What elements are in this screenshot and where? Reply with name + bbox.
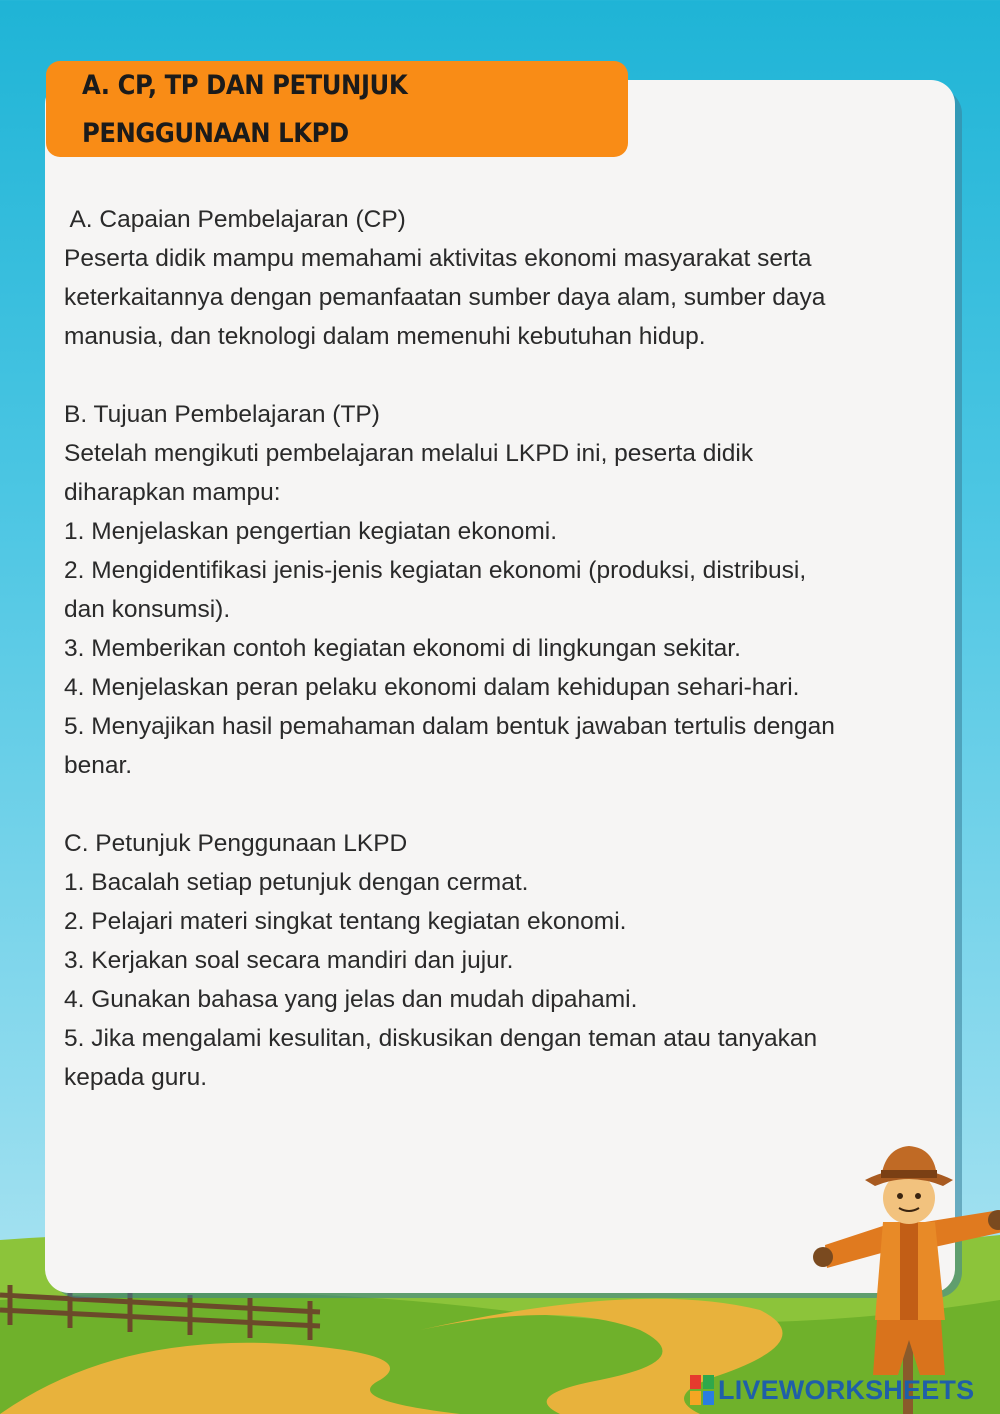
- tp-list-item: 5. Menyajikan hasil pemahaman dalam bentuk jawaban tertulis dengan: [64, 713, 835, 740]
- cp-heading: A. Capaian Pembelajaran (CP): [64, 206, 406, 233]
- section-spacer: [64, 785, 944, 824]
- liveworksheets-logo-icon: [690, 1375, 714, 1405]
- petunjuk-list-item: 2. Pelajari materi singkat tentang kegiatan ekonomi.: [64, 908, 627, 935]
- tp-list-item: 3. Memberikan contoh kegiatan ekonomi di lingkungan sekitar.: [64, 635, 741, 662]
- page-title: [82, 62, 550, 158]
- liveworksheets-watermark: [690, 1372, 974, 1408]
- tp-heading: B. Tujuan Pembelajaran (TP): [64, 401, 380, 428]
- section-spacer: [64, 356, 944, 395]
- tp-list-item: dan konsumsi).: [64, 596, 231, 623]
- tp-list-item: 1. Menjelaskan pengertian kegiatan ekonomi.: [64, 518, 558, 545]
- petunjuk-list-item: kepada guru.: [64, 1064, 208, 1091]
- tp-text-line: diharapkan mampu:: [64, 479, 281, 506]
- page-title-line-2: PENGGUNAAN LKPD: [82, 118, 349, 149]
- petunjuk-heading: C. Petunjuk Penggunaan LKPD: [64, 830, 408, 857]
- cp-text-line: Peserta didik mampu memahami aktivitas ekonomi masyarakat serta: [64, 245, 812, 272]
- tp-list-item: benar.: [64, 752, 133, 779]
- cp-text-line: keterkaitannya dengan pemanfaatan sumber daya alam, sumber daya: [64, 284, 826, 311]
- petunjuk-list-item: 1. Bacalah setiap petunjuk dengan cermat.: [64, 869, 529, 896]
- tp-list-item: 4. Menjelaskan peran pelaku ekonomi dalam kehidupan sehari-hari.: [64, 674, 800, 701]
- petunjuk-list-item: 5. Jika mengalami kesulitan, diskusikan dengan teman atau tanyakan: [64, 1025, 818, 1052]
- cp-text-line: manusia, dan teknologi dalam memenuhi kebutuhan hidup.: [64, 323, 706, 350]
- watermark-text: LIVEWORKSHEETS: [718, 1374, 975, 1405]
- tp-list-item: 2. Mengidentifikasi jenis-jenis kegiatan ekonomi (produksi, distribusi,: [64, 557, 807, 584]
- tp-text-line: Setelah mengikuti pembelajaran melalui LKPD ini, peserta didik: [64, 440, 754, 467]
- petunjuk-list-item: 3. Kerjakan soal secara mandiri dan jujur.: [64, 947, 514, 974]
- petunjuk-list-item: 4. Gunakan bahasa yang jelas dan mudah dipahami.: [64, 986, 638, 1013]
- content-body: [64, 200, 944, 1097]
- page-title-line-1: A. CP, TP DAN PETUNJUK: [82, 70, 408, 101]
